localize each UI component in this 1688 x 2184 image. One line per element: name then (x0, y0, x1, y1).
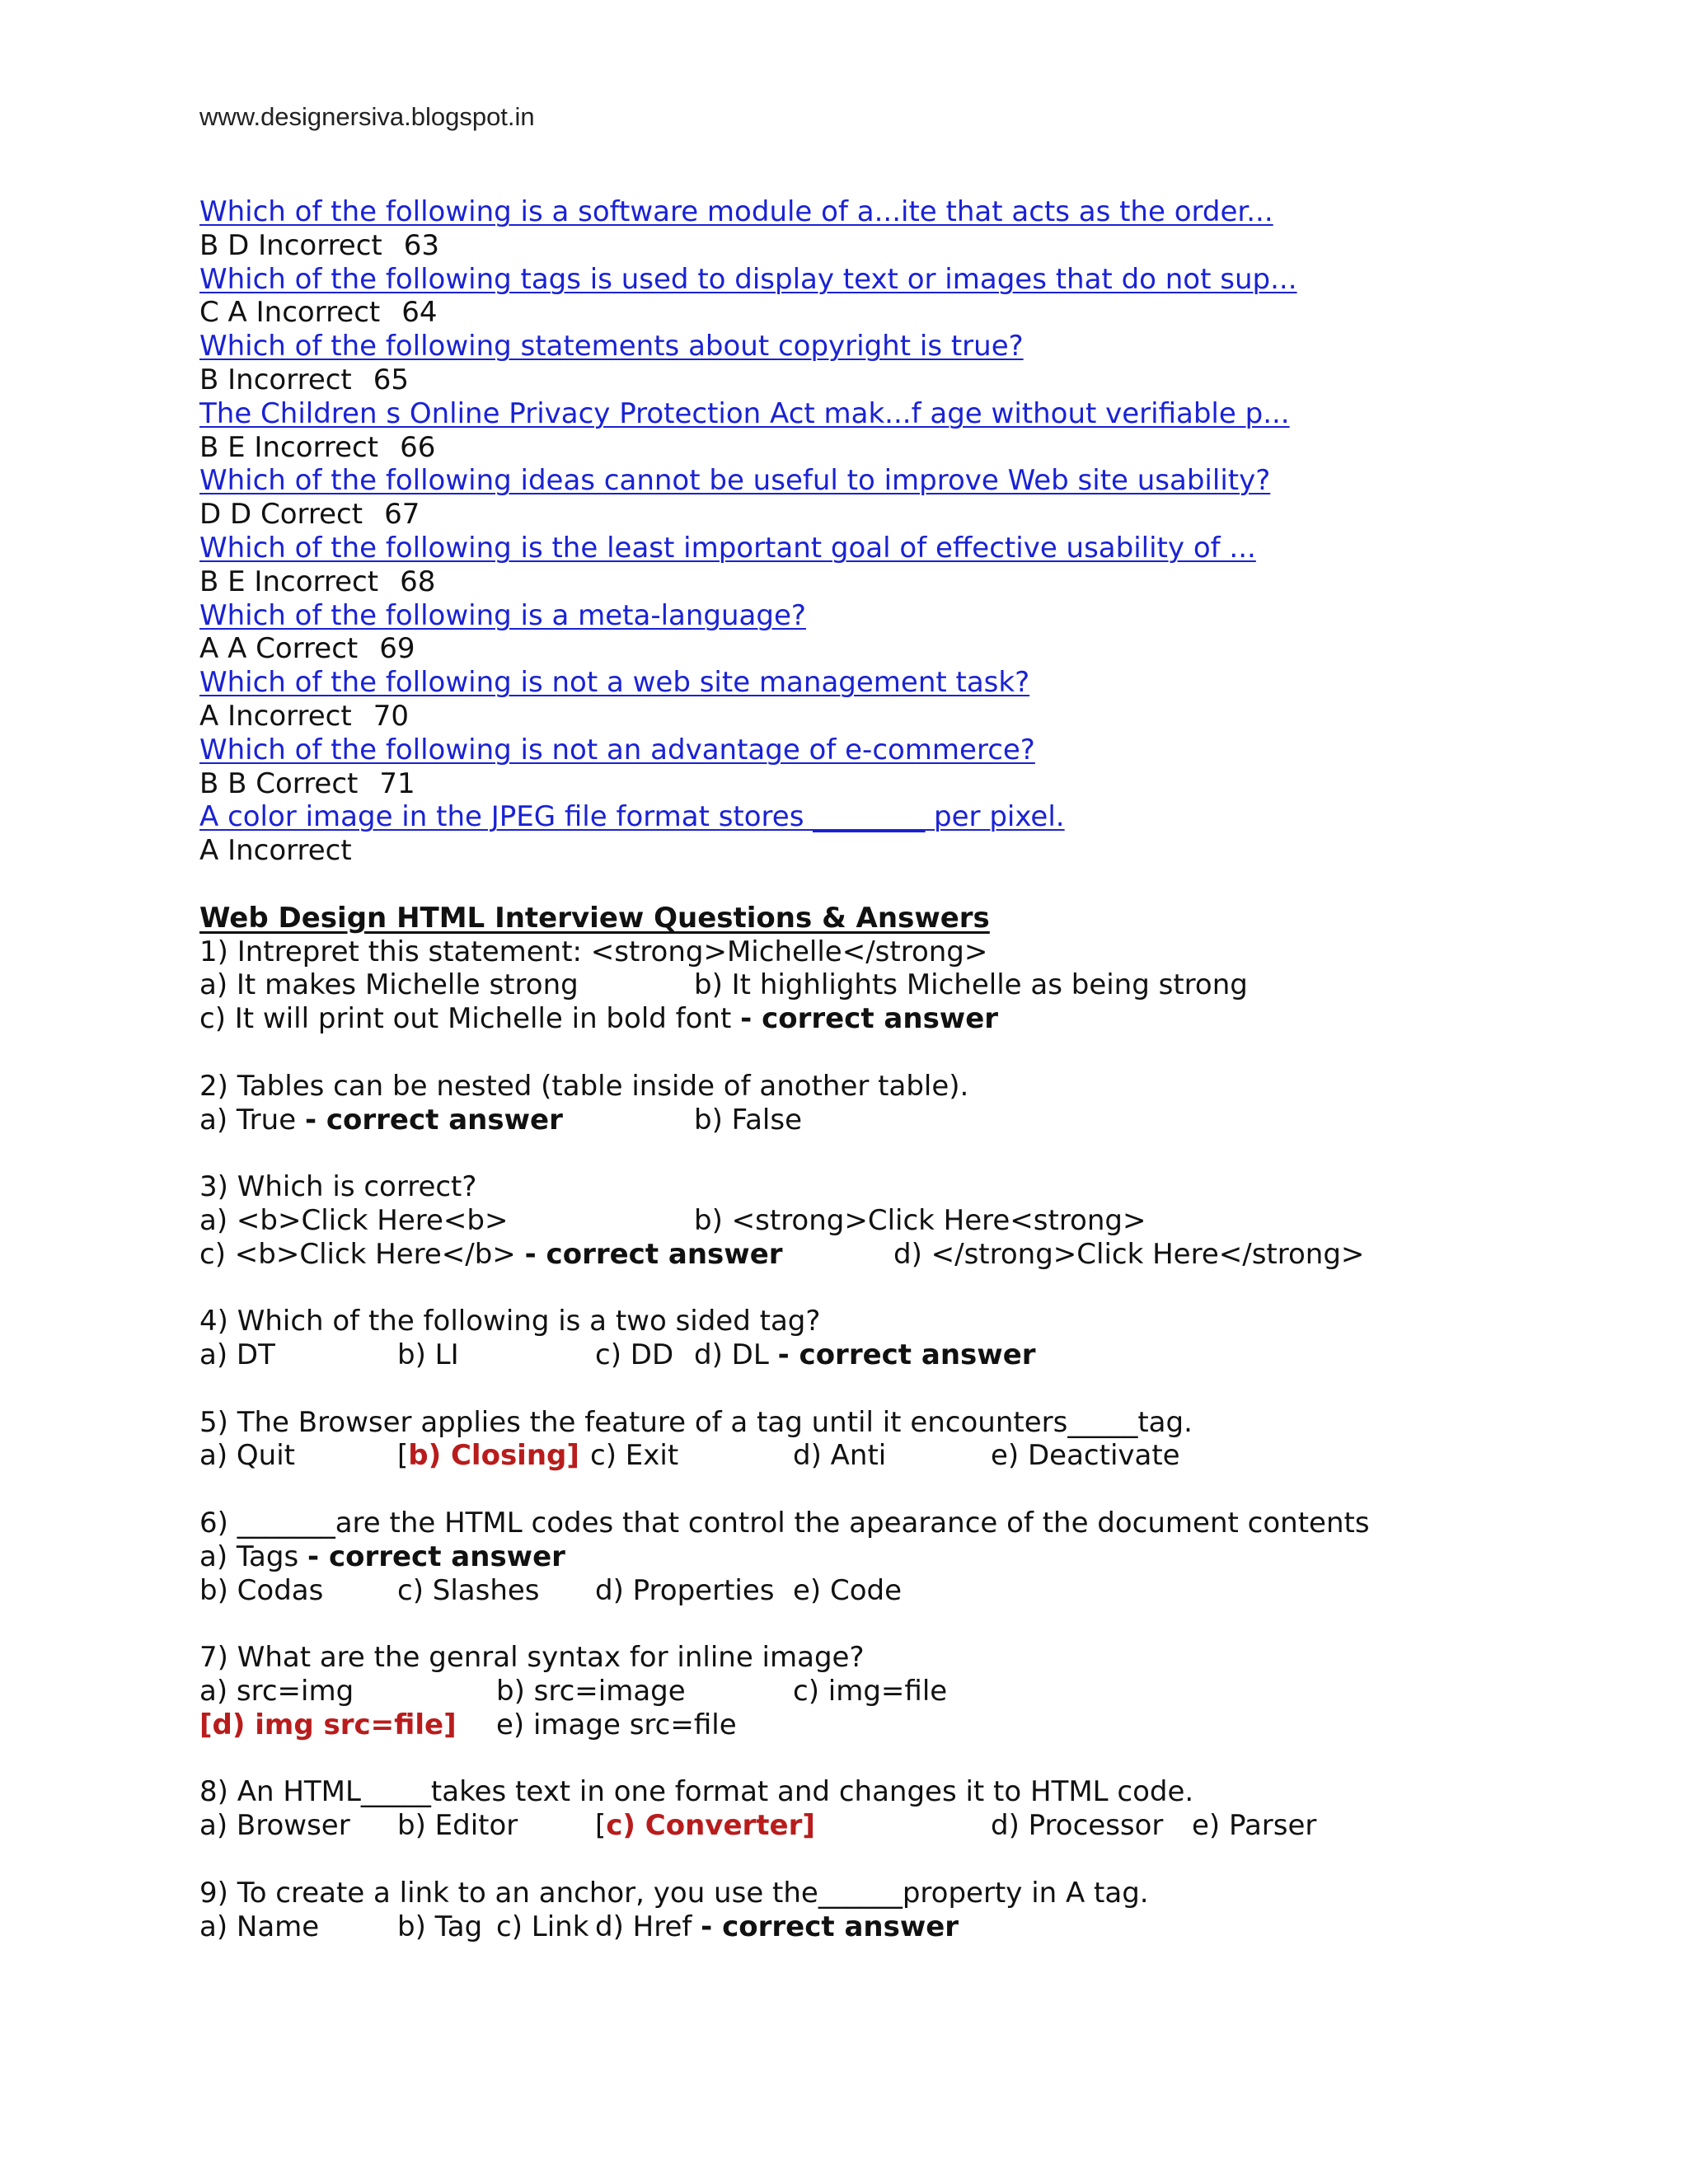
option-row (199, 1809, 1650, 1843)
option-row (199, 1540, 1650, 1574)
option: a) <b>Click Here<b> (199, 1203, 509, 1237)
option: c) DD (595, 1338, 674, 1372)
result-number: 65 (373, 363, 410, 396)
option-row (199, 1238, 1650, 1272)
option: a) Tags (199, 1540, 307, 1573)
option: a) True (199, 1103, 305, 1137)
option: d) Properties (595, 1573, 775, 1607)
question-link[interactable]: Which of the following ideas cannot be useful to improve Web site usability? (199, 464, 1271, 498)
result-row (199, 229, 1650, 263)
result-status: B Incorrect (199, 363, 352, 396)
result-row (199, 431, 1650, 465)
option: b) src=image (496, 1675, 686, 1708)
option-row (199, 1104, 1650, 1137)
result-row (199, 767, 1650, 801)
result-row (199, 363, 1650, 397)
option: c) img=file (793, 1675, 948, 1708)
option: a) DT (199, 1338, 275, 1372)
option: b) It highlights Michelle as being strong (694, 968, 1248, 1002)
option-row (199, 1574, 1650, 1608)
result-status: D D Correct (199, 498, 363, 532)
site-url-header: www.designersiva.blogspot.in (199, 102, 535, 131)
correct-answer-label: - correct answer (524, 1237, 783, 1271)
result-status: A Incorrect (199, 699, 352, 733)
document-body (199, 195, 1650, 1943)
option: e) Deactivate (991, 1439, 1180, 1473)
question-link[interactable]: A color image in the JPEG file format stores ________ per pixel. (199, 800, 1065, 834)
option: c) <b>Click Here</b> (199, 1237, 525, 1271)
option: b) Tag (397, 1910, 483, 1943)
option: a) It makes Michelle strong (199, 968, 579, 1002)
result-number: 67 (384, 498, 420, 532)
option: a) src=img (199, 1675, 354, 1708)
option: e) Code (793, 1573, 903, 1607)
correct-answer-label: - correct answer (740, 1002, 999, 1036)
option: a) Browser (199, 1809, 350, 1843)
correct-answer-label: - correct answer (304, 1103, 563, 1137)
result-status: B D Incorrect (199, 228, 382, 262)
option: b) False (694, 1103, 803, 1137)
result-row (199, 296, 1650, 330)
result-number: 70 (373, 699, 409, 733)
correct-option: b) Closing] (408, 1439, 579, 1473)
result-row (199, 700, 1650, 733)
option-row (199, 968, 1650, 1002)
bracket: [ (595, 1809, 607, 1843)
option-row (199, 1675, 1650, 1708)
result-number: 64 (401, 296, 438, 330)
result-row (199, 498, 1650, 532)
correct-answer-label: - correct answer (307, 1540, 565, 1573)
result-number: 66 (400, 430, 436, 464)
question-link[interactable]: The Children s Online Privacy Protection Act mak...f age without verifiable p... (199, 396, 1290, 430)
result-number: 63 (403, 228, 440, 262)
question-text: 6) _______are the HTML codes that control the apearance of the document contents (199, 1507, 1370, 1540)
result-status: B B Correct (199, 766, 359, 800)
question-link[interactable]: Which of the following is not a web site management task? (199, 666, 1030, 700)
result-status: B E Incorrect (199, 565, 379, 598)
option: b) LI (397, 1338, 459, 1372)
question-text: 1) Intrepret this statement: <strong>Michelle</strong> (199, 935, 988, 968)
question-link[interactable]: Which of the following is a software module of a...ite that acts as the order... (199, 195, 1273, 228)
section-heading: Web Design HTML Interview Questions & Answers (199, 901, 990, 935)
result-number: 68 (400, 565, 436, 598)
correct-answer-label: - correct answer (777, 1338, 1036, 1372)
option: a) Quit (199, 1439, 295, 1473)
question-link[interactable]: Which of the following is a meta-language? (199, 598, 806, 632)
question-text: 5) The Browser applies the feature of a tag until it encounters_____tag. (199, 1405, 1193, 1439)
option-row (199, 1338, 1650, 1372)
question-link[interactable]: Which of the following tags is used to display text or images that do not sup... (199, 262, 1297, 296)
option: d) </strong>Click Here</strong> (893, 1237, 1365, 1271)
option: c) Link (496, 1910, 589, 1943)
option-row (199, 1204, 1650, 1238)
result-status: A Incorrect (199, 834, 352, 868)
option: d) Processor (991, 1809, 1164, 1843)
option: b) Codas (199, 1573, 324, 1607)
result-number: 71 (379, 766, 415, 800)
result-row (199, 565, 1650, 599)
option: d) Anti (793, 1439, 887, 1473)
option: c) Slashes (397, 1573, 540, 1607)
question-link[interactable]: Which of the following is not an advantage of e-commerce? (199, 733, 1035, 766)
result-row (199, 632, 1650, 666)
question-text: 7) What are the genral syntax for inline image? (199, 1641, 865, 1675)
question-text: 3) Which is correct? (199, 1170, 477, 1204)
correct-option: [d) img src=file] (199, 1708, 457, 1741)
result-status: C A Incorrect (199, 296, 381, 330)
question-text: 2) Tables can be nested (table inside of another table). (199, 1069, 969, 1103)
option: e) image src=file (496, 1708, 737, 1741)
option: b) Editor (397, 1809, 518, 1843)
option: d) DL (694, 1338, 778, 1372)
bracket: [ (397, 1439, 409, 1473)
question-text: 4) Which of the following is a two sided tag? (199, 1305, 821, 1338)
question-text: 9) To create a link to an anchor, you use the______property in A tag. (199, 1876, 1149, 1910)
option-row (199, 1002, 1650, 1036)
option-row (199, 1910, 1650, 1944)
question-link[interactable]: Which of the following statements about copyright is true? (199, 330, 1024, 363)
correct-answer-label: - correct answer (701, 1910, 959, 1943)
result-status: A A Correct (199, 632, 359, 666)
option: b) <strong>Click Here<strong> (694, 1203, 1146, 1237)
option: e) Parser (1192, 1809, 1317, 1843)
question-text: 8) An HTML_____takes text in one format and changes it to HTML code. (199, 1775, 1194, 1809)
option: c) It will print out Michelle in bold font (199, 1002, 741, 1036)
option-row (199, 1439, 1650, 1473)
result-status: B E Incorrect (199, 430, 379, 464)
result-row (199, 834, 1650, 868)
result-number: 69 (379, 632, 415, 666)
question-link[interactable]: Which of the following is the least important goal of effective usability of ... (199, 531, 1256, 565)
option: d) Href (595, 1910, 701, 1943)
correct-option: c) Converter] (606, 1809, 815, 1843)
option: c) Exit (590, 1439, 679, 1473)
option-row (199, 1708, 1650, 1742)
option: a) Name (199, 1910, 320, 1943)
